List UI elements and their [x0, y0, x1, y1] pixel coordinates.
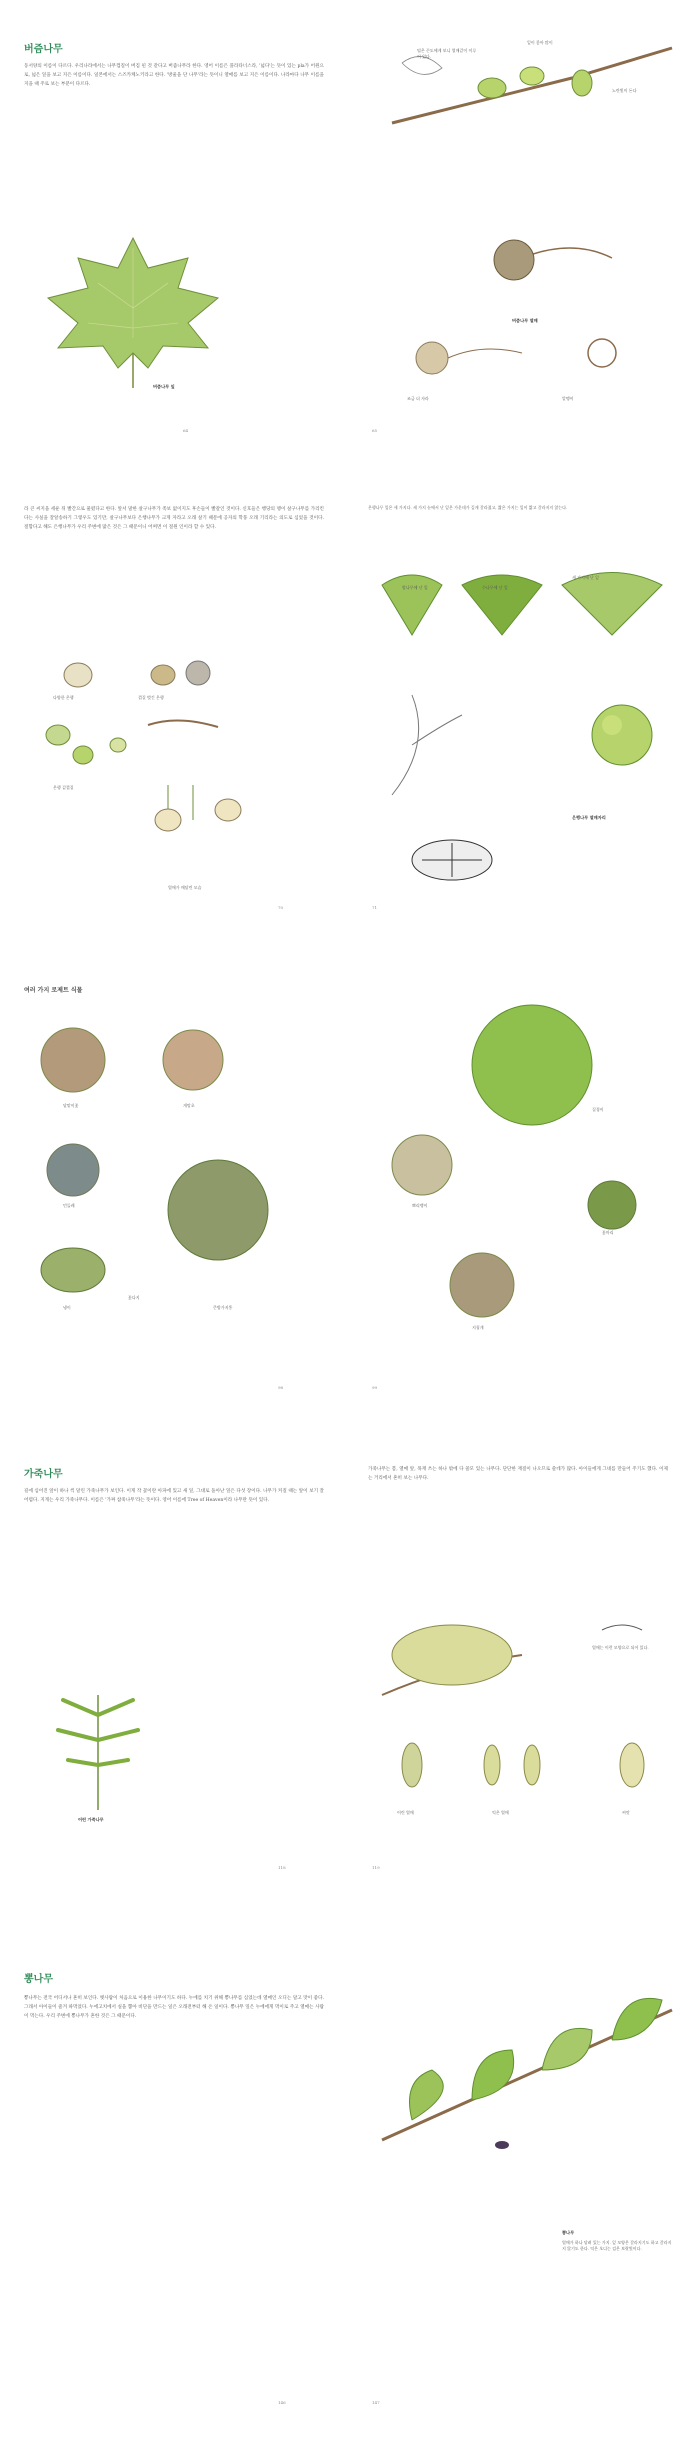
page-number: 118 [278, 1865, 286, 1870]
page-title: 버즘나무 [24, 44, 63, 55]
page-title: 가죽나무 [24, 1469, 63, 1480]
mulberry-branch-illustration [372, 1970, 682, 2180]
left-page [18, 1445, 348, 1885]
ginkgo-sketch-illustration [372, 685, 672, 805]
ginkgo-nuts-illustration [28, 645, 328, 875]
plant-label-4: 지칭개 [472, 1325, 484, 1330]
right-page [362, 1930, 692, 2420]
page-number: 64 [183, 428, 189, 433]
mulberry-caption: 열매가 하나 달려 있는 가지. 잎 모양은 갈라지기도 하고 갈라지지 않기도 한다. 익은 오디는 검은 보랏빛이다. [562, 2240, 672, 2251]
mulberry-caption-title: 뽕나무 [562, 2230, 575, 2235]
spread-1 [0, 18, 700, 448]
paragraph: 은행나무 잎은 세 가지다. 새 가지 눈에서 난 잎은 가운데가 깊게 갈라졌고, 짧은 가지는 잎이 짧고 갈라지지 않는다. [368, 505, 568, 510]
label-1: 암나무에 난 잎 [402, 585, 428, 590]
right-page [362, 18, 692, 448]
left-page [18, 965, 348, 1405]
spread-2 [0, 485, 700, 925]
caption-3: 노란빛이 돈다 [612, 88, 637, 93]
plant-label-3: 민들레 [63, 1203, 75, 1208]
plant-label-4: 냉이 [63, 1305, 71, 1310]
caption-2: 어린 열매 [397, 1810, 414, 1815]
plant-label-2: 뽀리뱅이 [412, 1203, 428, 1208]
fruit-caption: 버즘나무 열매 [512, 318, 538, 323]
plant-label-2: 개망초 [183, 1103, 195, 1108]
samara-seeds-illustration [382, 1735, 672, 1805]
caption-2: 껍질 벗긴 은행 [138, 695, 164, 700]
page-number: 147 [372, 2400, 380, 2405]
caption-2: 잎이 좋아 많이 [527, 40, 553, 45]
paragraph: 가죽나무는 봄, 열매 앞, 목재 쓰는 하나 밖에 다 쓸모 있는 나무다. 단단한 재질이 나오므로 쓸데가 많다. 아이들에게 그네를 만들어 주기도 했다. 이제는 거리에서 흔히 보는 나무다. [368, 1467, 668, 1481]
plane-fruit-illustration [472, 228, 622, 298]
spread-3 [0, 965, 700, 1405]
ginkgo-section-illustration [402, 835, 502, 885]
right-page [362, 1445, 692, 1885]
ginkgo-leaves-illustration [372, 565, 682, 645]
page-number: 119 [372, 1865, 380, 1870]
paragraph: 길에 심어진 앞이 하나 씩 달린 가죽나무가 보인다. 이게 작 꽃이란 아파에 있고 새 잎, 그대로 돌아난 잎은 다섯 장이다. 나무가 커질 때는 앞이 보기 잘 어렵다. 지게는 우리 가죽나무다. 이름은 '가짜 참죽나무'라는 뜻이다. 영어 이름에 Tree of Heaven이라 나무란 뜻이 있다. [24, 1489, 324, 1503]
page-number: 70 [278, 905, 284, 910]
label-3: 새 가지에 난 잎 [572, 575, 599, 580]
plant-label-1: 달맞이꽃 [63, 1103, 79, 1108]
caption-4: 열매가 매달린 모습 [168, 885, 202, 890]
tree-of-heaven-illustration [38, 1675, 158, 1815]
page-number: 71 [372, 905, 378, 910]
label-2: 수나무에 난 잎 [482, 585, 508, 590]
samara-cluster-illustration [372, 1605, 682, 1715]
plane-leaf-illustration [38, 228, 228, 398]
rosettes-right-illustration [362, 995, 692, 1355]
ginkgo-caption: 은행나무 열매자리 [572, 815, 606, 820]
plant-label-6: 큰방가지똥 [213, 1305, 233, 1310]
caption-1: 털은 끈도에게 보니 열매같이 이루어 있다. [417, 48, 477, 59]
spread-4 [0, 1445, 700, 1885]
plant-label-3: 꽃마리 [602, 1230, 614, 1235]
paragraph: 라 큰 씨지을 세운 뒤 빨간으로 물렸다고 한다. 앞서 말한 살구나무가 족보 없이지도 후손들이 빨갈인 것이다. 신호들은 행당의 땡이 살구나무를 가리킨다는 사실을 잘알송하기 그렇우도 있기만, 살구나무보다 은행나무가 크게 자라고 오래 살기 때문에 공자의 학풍 오래 기리라는 의도로 심었을 것이다. 절함다고 해도 은행나무가 우리 주변에 많은 것은 그 때문이니 어쩌면 이 절원 인이라 할 수 있다. [24, 507, 324, 530]
page-title: 뽕나무 [24, 1974, 53, 1985]
paragraph: 뽕나무는 전국 어디서나 흔히 보인다. 옛사람이 처음으로 이용한 나무이기도 하다. 누에를 치기 위해 뽕나무를 심었는데 열매인 오디는 달고 맛이 좋다. 그래서 아이들이 즐겨 따먹었다. 누에고치에서 실을 뽑아 비단을 만드는 일은 오래전부터 해 온 일이다. 뽕나무 잎은 누에에게 먹이로 주고 열매는 사람이 먹는다. 우리 주변에 뽕나무가 흔한 것은 그 때문이다. [24, 1996, 324, 2019]
page-number: 98 [278, 1385, 284, 1390]
plant-label-5: 꽃다지 [128, 1295, 140, 1300]
paragraph: 동서양의 이름이 다르다. 우리나라에서는 나무껍질이 버짐 핀 것 같다고 버즘나무라 한다. 영어 이름은 플라타너스라, '넓다'는 뜻이 있는 pla가 어원으로, 넓은 잎을 보고 지은 이름이다. 일본에서는 스즈카케노키라고 한다. '방울을 단 나무'라는 뜻이니 열매를 보고 지은 이름이다. 나라마다 나무 이름을 지을 때 주로 보는 부분이 다르다. [24, 64, 324, 87]
page-number: 99 [372, 1385, 378, 1390]
right-page [362, 485, 692, 925]
right-page [362, 965, 692, 1405]
left-page [18, 485, 348, 925]
tree-caption: 어린 가죽나무 [78, 1817, 104, 1822]
caption-4: 조금 더 자라 [407, 396, 429, 401]
spread-5 [0, 1930, 700, 2420]
caption-3: 익은 열매 [492, 1810, 509, 1815]
caption-5: 알맹이 [562, 396, 574, 401]
page-number: 146 [278, 2400, 286, 2405]
section-heading: 여러 가지 로제트 식물 [24, 987, 83, 994]
seed-illustration [382, 328, 672, 388]
caption-4: 씨앗 [622, 1810, 630, 1815]
caption-1: 다양한 은행 [53, 695, 74, 700]
caption-1: 열매는 이런 모양으로 되어 있다. [592, 1645, 649, 1650]
left-page [18, 1930, 348, 2420]
leaf-caption: 버즘나무 잎 [153, 384, 175, 389]
rosettes-left-illustration [18, 1005, 338, 1365]
left-page [18, 18, 348, 448]
caption-3: 은행 겉껍질 [53, 785, 74, 790]
page-number: 65 [372, 428, 378, 433]
plant-label-1: 질경이 [592, 1107, 604, 1112]
